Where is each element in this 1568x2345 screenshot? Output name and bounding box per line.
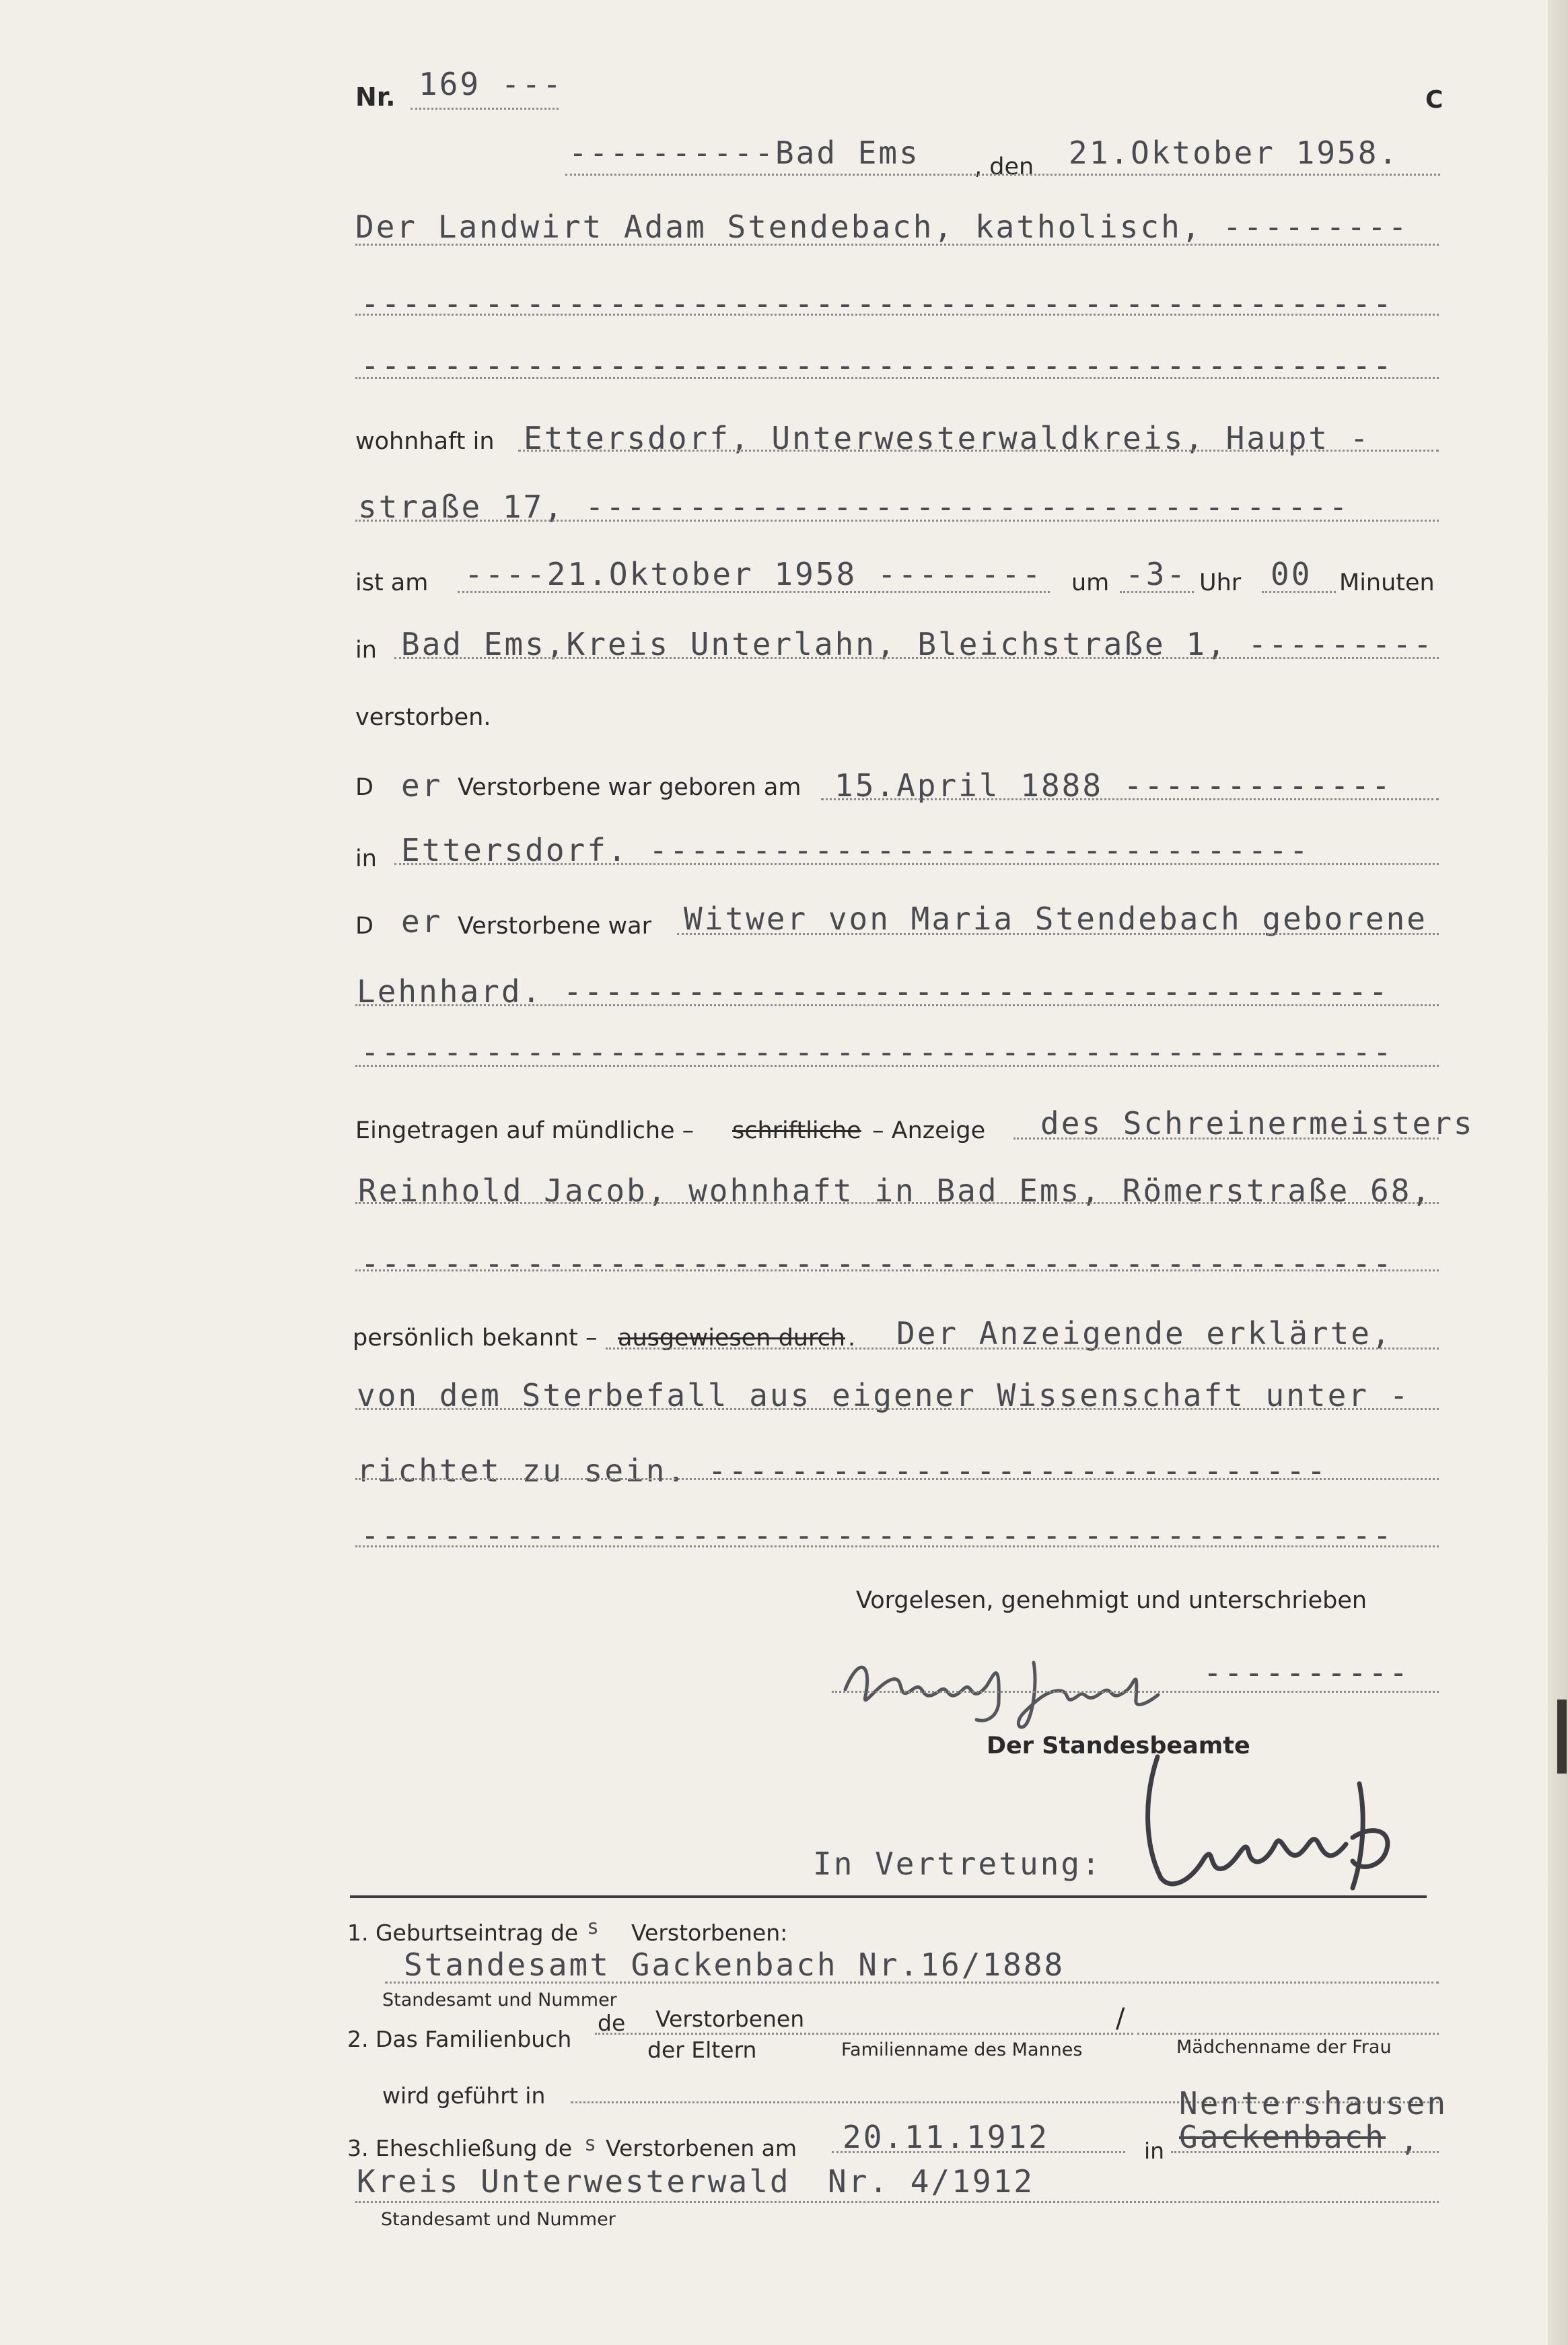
dots-16 (355, 1202, 1439, 1204)
item3-label: 3. Eheschließung de (347, 2135, 573, 2161)
item3-mid: Verstorbenen am (606, 2135, 797, 2161)
dots-9 (394, 657, 1439, 659)
place: ----------Bad Ems (569, 135, 920, 171)
wohnhaft-label: wohnhaft in (355, 428, 495, 455)
reporter-line-2: Reinhold Jacob, wohnhaft in Bad Ems, Römerstraße 68, (358, 1172, 1433, 1209)
dots-25 (1137, 2033, 1439, 2035)
dots-13 (355, 1004, 1439, 1006)
verstorben-label: verstorben. (355, 704, 491, 731)
den-label: , den (974, 153, 1034, 180)
eingetragen-label: Eingetragen auf mündliche – (355, 1117, 694, 1144)
item2-slash: / (1116, 2003, 1125, 2034)
dots-10 (821, 798, 1439, 800)
record-date: 21.Oktober 1958. (1069, 135, 1400, 171)
statement-line-4: -------------------------------------------------- (361, 1517, 1394, 1553)
dots-11 (394, 863, 1439, 865)
standesamt-nummer-2: Standesamt und Nummer (381, 2209, 616, 2230)
dots-19 (355, 1408, 1439, 1410)
bekannt-label: persönlich bekannt – (353, 1325, 598, 1352)
death-place: Bad Ems,Kreis Unterlahn, Bleichstraße 1, --------- (401, 626, 1434, 662)
statement-line-2: von dem Sterbefall aus eigener Wissenschaft unter - (357, 1377, 1411, 1413)
statement-line-3: richtet zu sein. ------------------------------ (357, 1452, 1328, 1489)
corner-mark: C (1425, 86, 1444, 114)
reporter-line-1: des Schreinermeisters (1040, 1105, 1474, 1142)
marriage-registry: Kreis Unterwesterwald (357, 2163, 791, 2200)
status-label: Verstorbene war (458, 913, 651, 940)
dots-14 (355, 1065, 1439, 1067)
dots-2 (355, 314, 1439, 316)
statement-line-1: Der Anzeigende erklärte, (896, 1315, 1392, 1352)
birth-place: Ettersdorf. -------------------------------- (401, 832, 1310, 868)
birth-date: 15.April 1888 ------------- (834, 767, 1392, 804)
dots-24 (595, 2033, 1133, 2035)
item2-de: de (598, 2010, 626, 2036)
dots-22 (832, 1691, 1439, 1693)
status-d: D (355, 913, 373, 940)
marriage-place-above: Nentershausen (1179, 2085, 1448, 2122)
item1-tail: Verstorbenen: (631, 1920, 788, 1946)
item2-eltern: der Eltern (647, 2037, 757, 2063)
birth-d: D (355, 774, 373, 801)
dots-28 (1171, 2151, 1439, 2153)
ausgewiesen-struck: ausgewiesen durch (618, 1325, 846, 1352)
status-er: er (401, 903, 443, 940)
dots-3 (355, 377, 1439, 379)
informant-signature (832, 1642, 1168, 1737)
dots-8 (1262, 591, 1336, 593)
vorgelesen-label: Vorgelesen, genehmigt und unterschrieben (856, 1587, 1367, 1614)
binding-mark (1557, 1700, 1567, 1774)
standesbeamte-label: Der Standesbeamte (987, 1733, 1250, 1759)
person-line-3: -------------------------------------------------- (361, 347, 1394, 384)
um-label: um (1071, 569, 1110, 596)
page-edge (1548, 0, 1568, 2345)
status-value-2: Lehnhard. ---------------------------------------- (357, 973, 1390, 1010)
dots-17 (355, 1269, 1439, 1271)
dots-6 (458, 591, 1050, 593)
dots-15 (1013, 1138, 1439, 1140)
death-in-label: in (355, 637, 377, 664)
dots-21 (355, 1545, 1439, 1547)
minuten-label: Minuten (1339, 569, 1435, 596)
entry-number: 169 --- (419, 66, 563, 102)
status-value-3: -------------------------------------------------- (361, 1034, 1394, 1070)
dots-7 (1120, 591, 1194, 593)
ist-am-label: ist am (355, 569, 429, 596)
footer-rule (350, 1895, 1427, 1898)
item2-verstorbenen: Verstorbenen (655, 2006, 805, 2032)
dots-5 (355, 520, 1439, 522)
entry-number-dots (411, 108, 559, 110)
person-line-1: Der Landwirt Adam Stendebach, katholisch, --------- (355, 209, 1409, 245)
dots-27 (832, 2151, 1125, 2153)
birth-in-label: in (355, 845, 377, 872)
nr-label: Nr. (355, 82, 396, 112)
gefuehrt-label: wird geführt in (382, 2082, 546, 2109)
death-hour: -3- (1125, 556, 1188, 592)
marriage-number: Nr. 4/1912 (828, 2163, 1034, 2200)
item3-s: s (584, 2132, 599, 2156)
death-minutes: 00 (1271, 556, 1312, 592)
item1-label: 1. Geburtseintrag de (347, 1920, 579, 1946)
official-signature (1131, 1743, 1427, 1898)
place-date-dots (565, 174, 1440, 176)
item3-in: in (1144, 2138, 1165, 2164)
dots-23 (385, 1982, 1439, 1984)
uhr-label: Uhr (1199, 569, 1242, 596)
informant-dashes: ---------- (1203, 1654, 1410, 1691)
birth-er: er (401, 767, 443, 804)
death-date: ----21.Oktober 1958 -------- (464, 556, 1043, 592)
residence-line-1: Ettersdorf, Unterwesterwaldkreis, Haupt - (524, 420, 1371, 456)
person-line-2: -------------------------------------------------- (361, 285, 1394, 322)
item1-s: s (587, 1916, 602, 1939)
anzeige-label: – Anzeige (872, 1117, 986, 1144)
bekannt-dot: . (848, 1325, 856, 1352)
marriage-date: 20.11.1912 (843, 2119, 1049, 2155)
dots-29 (355, 2201, 1439, 2203)
marriage-place-struck: Gackenbach (1179, 2119, 1386, 2155)
schriftliche-struck: schriftliche (732, 1117, 861, 1144)
item2-label: 2. Das Familienbuch (347, 2026, 572, 2052)
standesamt-nummer-1: Standesamt und Nummer (382, 1990, 617, 2010)
dots-20 (355, 1478, 1439, 1480)
dots-18 (606, 1348, 1439, 1350)
status-value-1: Witwer von Maria Stendebach geborene (684, 901, 1427, 937)
item1-value: Standesamt Gackenbach Nr.16/1888 (404, 1947, 1065, 1983)
dots-4 (518, 450, 1439, 452)
residence-line-2: straße 17, ------------------------------------- (358, 489, 1350, 525)
dots-1 (355, 244, 1439, 246)
item3-comma: , (1400, 2122, 1421, 2158)
maedchenname-caption: Mädchenname der Frau (1176, 2037, 1392, 2058)
vertretung-label: In Vertretung: (813, 1846, 1102, 1882)
reporter-line-3: -------------------------------------------------- (361, 1245, 1394, 1282)
familienname-caption: Familienname des Mannes (841, 2039, 1083, 2060)
birth-label: Verstorbene war geboren am (458, 774, 801, 801)
dots-12 (677, 933, 1439, 935)
